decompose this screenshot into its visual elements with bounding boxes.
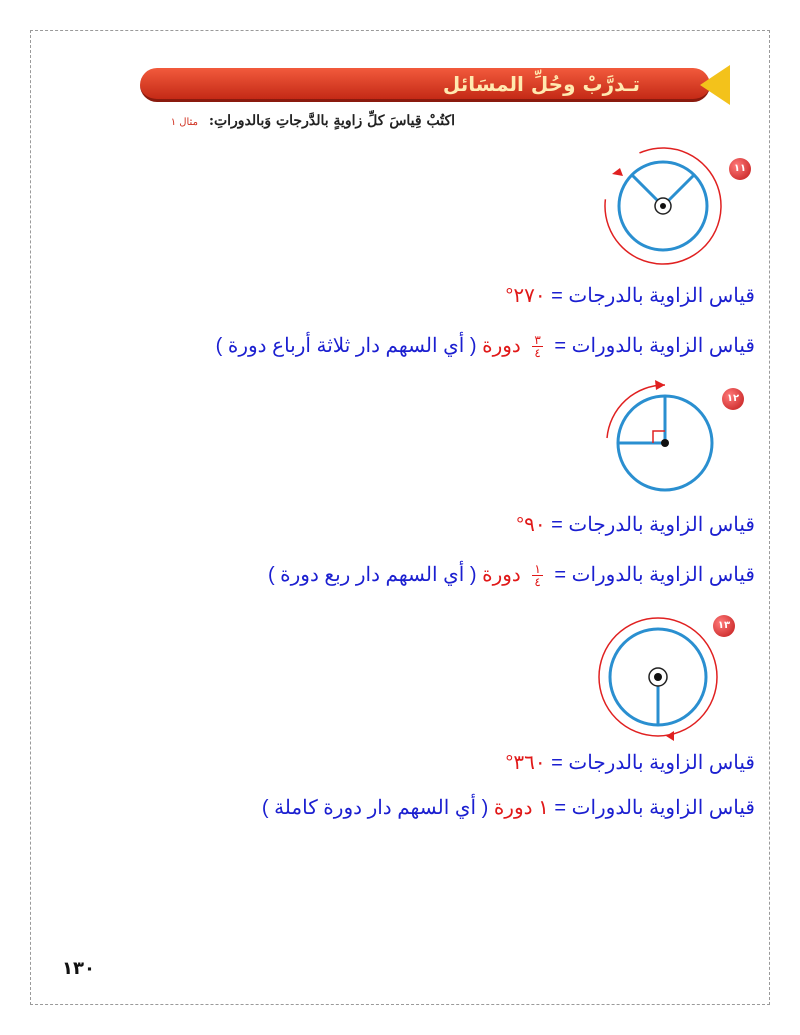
turns-note: ( أي السهم دار ثلاثة أرباع دورة ) [215, 335, 477, 357]
degrees-value: ٣٦٠° [505, 752, 546, 774]
turns-answer [262, 795, 755, 820]
center-point [661, 439, 669, 447]
section-banner [140, 68, 710, 102]
fraction-numerator: ١ [534, 562, 541, 577]
turns-note: ( أي السهم دار دورة كاملة ) [261, 797, 489, 819]
instruction-label: اكتُبْ قِياسَ كلِّ زاويةٍ بالدَّرجاتِ وَبالدوراتِ: [208, 113, 455, 129]
turns-label: قياس الزاوية بالدورات = [554, 797, 755, 819]
turns-label: قياس الزاوية بالدورات = [554, 564, 755, 586]
turns-fraction [532, 563, 542, 588]
arrow-head-icon [612, 168, 623, 176]
instruction-text [171, 113, 455, 129]
turns-unit: دورة [482, 335, 521, 357]
arrow-head-icon [666, 731, 674, 741]
problem-number-badge: ١٢ [722, 388, 744, 410]
turns-note: ( أي السهم دار ربع دورة ) [267, 564, 477, 586]
section-title: تـدرَّبْ وحُلِّ المسَائل [442, 72, 640, 96]
degrees-answer [505, 283, 755, 308]
degrees-label: قياس الزاوية بالدرجات = [551, 285, 755, 307]
degrees-value: ٢٧٠° [505, 285, 546, 307]
problem-number-badge: ١١ [729, 158, 751, 180]
page-number: ١٣٠ [62, 958, 95, 979]
turns-fraction [532, 334, 542, 359]
degrees-answer [505, 750, 755, 775]
banner-arrow-icon [700, 65, 730, 105]
degrees-value: ٩٠° [516, 514, 546, 536]
fraction-denominator: ٤ [534, 346, 541, 361]
angle-figure-360 [590, 612, 730, 742]
problem-number-badge: ١٣ [713, 615, 735, 637]
center-point [660, 203, 666, 209]
degrees-label: قياس الزاوية بالدرجات = [551, 752, 755, 774]
turns-value: ١ دورة [493, 797, 549, 819]
angle-figure-90 [600, 388, 730, 503]
turns-answer [216, 333, 755, 359]
turns-unit: دورة [482, 564, 521, 586]
turns-answer [268, 562, 755, 588]
fraction-numerator: ٣ [534, 333, 541, 348]
degrees-label: قياس الزاوية بالدرجات = [551, 514, 755, 536]
rotation-arc [607, 385, 665, 438]
turns-label: قياس الزاوية بالدورات = [554, 335, 755, 357]
example-reference: مثال ١ [170, 117, 198, 128]
angle-figure-270 [590, 150, 750, 275]
fraction-denominator: ٤ [534, 575, 541, 590]
center-point [654, 673, 662, 681]
degrees-answer [516, 512, 755, 537]
